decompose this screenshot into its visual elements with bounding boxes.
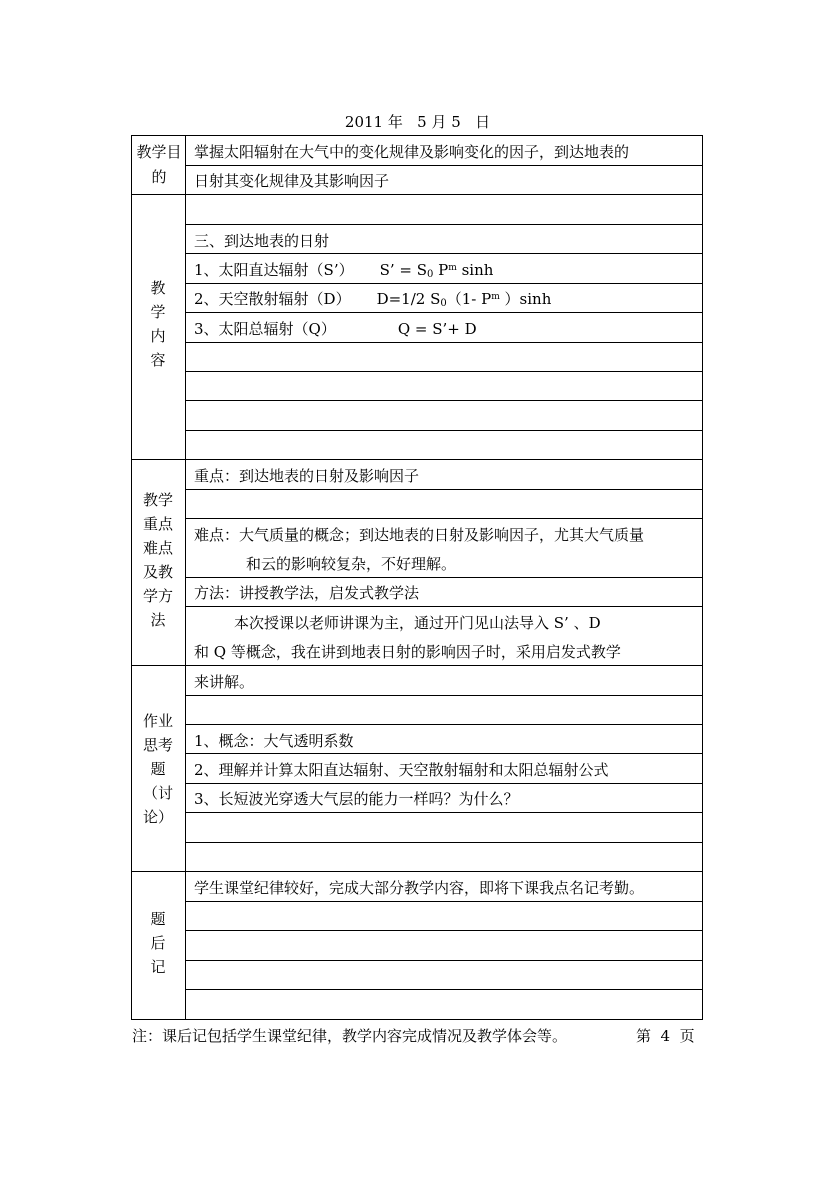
row-line	[185, 606, 702, 607]
row-line	[185, 812, 702, 813]
row-line	[185, 518, 702, 519]
page-number: 第 4 页	[636, 1027, 695, 1045]
document-date: 2011 年 5 月 5 日	[344, 113, 491, 131]
row-line	[185, 312, 702, 313]
row-line	[185, 960, 702, 961]
formula-part: S’ = S	[379, 261, 428, 279]
row-line	[185, 400, 702, 401]
difficulty-line: 和云的影响较复杂，不好理解。	[246, 555, 457, 573]
content-label: 教学内容	[150, 279, 166, 369]
formula-label: 2、天空散射辐射（D）	[194, 290, 351, 308]
formula-label: 1、太阳直达辐射（S’）	[194, 261, 354, 279]
row-line	[185, 753, 702, 754]
formula-subscript: 0	[427, 269, 434, 280]
row-line	[185, 489, 702, 490]
formula-superscript: m	[448, 263, 457, 273]
method-line: 方法：讲授教学法，启发式教学法	[194, 584, 420, 602]
section-divider	[132, 871, 702, 872]
formula-superscript: m	[491, 292, 500, 302]
key-point: 重点：到达地表的日射及影响因子	[194, 467, 420, 485]
lesson-plan-table	[131, 135, 703, 1020]
homework-item: 3、长短波光穿透大气层的能力一样吗？为什么？	[194, 790, 519, 808]
reflection-text: 学生课堂纪律较好，完成大部分教学内容，即将下课我点名记考勤。	[194, 879, 645, 897]
row-line	[185, 371, 702, 372]
section-divider	[132, 459, 702, 460]
method-detail-line: 本次授课以老师讲课为主，通过开门见山法导入 S’ 、D	[234, 614, 601, 632]
row-line	[185, 430, 702, 431]
objective-label: 教学目的	[136, 143, 182, 186]
formula-part: P	[433, 261, 449, 279]
section-divider	[132, 665, 702, 666]
content-title: 三、到达地表的日射	[194, 232, 330, 250]
formula-part: sinh	[456, 261, 494, 279]
formula-part: （1- P	[446, 290, 492, 308]
formula-part: D=1/2 S	[376, 290, 441, 308]
row-line	[185, 901, 702, 902]
row-line	[185, 783, 702, 784]
row-line	[185, 842, 702, 843]
formula-direct-radiation	[194, 259, 493, 280]
footer-note: 注：课后记包括学生课堂纪律，教学内容完成情况及教学体会等。	[132, 1027, 568, 1045]
formula-subscript: 0	[440, 298, 447, 309]
difficulty-line: 难点：大气质量的概念；到达地表的日射及影响因子，尤其大气质量	[194, 526, 645, 544]
row-line	[185, 342, 702, 343]
homework-item: 2、理解并计算太阳直达辐射、天空散射辐射和太阳总辐射公式	[194, 761, 609, 779]
formula-total-radiation	[194, 318, 477, 339]
homework-label: 作业思考题（讨论）	[142, 712, 173, 826]
objective-line: 日射其变化规律及其影响因子	[194, 172, 390, 190]
homework-item: 1、概念：大气透明系数	[194, 732, 354, 750]
row-line	[185, 283, 702, 284]
reflection-label: 题后记	[150, 910, 166, 976]
focus-label: 教学重点难点及教学方法	[142, 491, 173, 629]
row-line	[185, 989, 702, 990]
row-line	[185, 695, 702, 696]
row-line	[185, 724, 702, 725]
formula-part: ）sinh	[499, 290, 552, 308]
formula-diffuse-radiation	[194, 288, 551, 309]
row-line	[185, 253, 702, 254]
method-detail-line: 来讲解。	[194, 673, 255, 691]
formula-label: 3、太阳总辐射（Q）	[194, 320, 336, 338]
row-line	[185, 577, 702, 578]
objective-line: 掌握太阳辐射在大气中的变化规律及影响变化的因子，到达地表的	[194, 143, 630, 161]
method-detail-line: 和 Q 等概念，我在讲到地表日射的影响因子时，采用启发式教学	[194, 643, 621, 661]
row-line	[185, 930, 702, 931]
row-line	[185, 224, 702, 225]
row-line	[185, 165, 702, 166]
section-divider	[132, 194, 702, 195]
formula-part: Q = S’+ D	[397, 320, 477, 338]
